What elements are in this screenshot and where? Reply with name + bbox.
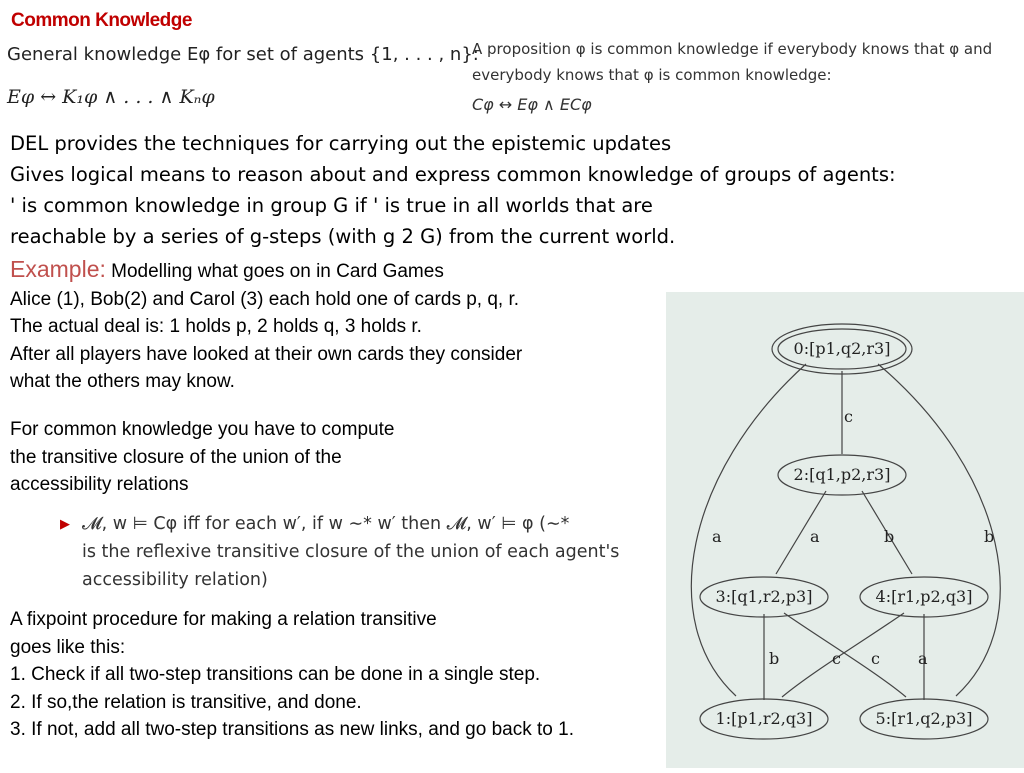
del-line: DEL provides the techniques for carrying out the epistemic updates	[10, 132, 672, 155]
edge-4-1	[782, 613, 904, 697]
example-line: Alice (1), Bob(2) and Carol (3) each hold one of cards p, q, r.	[10, 288, 520, 310]
bullet-triangle-icon: ▶	[60, 516, 70, 531]
fixpoint-line: 2. If so,the relation is transitive, and done.	[10, 691, 362, 713]
fixpoint-paragraph	[10, 606, 574, 744]
edge-label-0-2: c	[844, 407, 853, 426]
common-line: the transitive closure of the union of the	[10, 446, 342, 468]
bullet-definition	[82, 510, 619, 594]
edge-label-2-3: a	[810, 527, 820, 546]
edge-label-0-1: a	[712, 527, 722, 546]
edge-3-5	[784, 613, 906, 697]
example-paragraph	[10, 256, 522, 396]
general-knowledge-line: General knowledge Eφ for set of agents {1, . . . , n}:	[7, 44, 479, 65]
example-heading: Modelling what goes on in Card Games	[105, 261, 444, 282]
bullet-line: accessibility relation)	[82, 570, 268, 590]
edge-label-4-5: a	[918, 649, 928, 668]
fixpoint-line: 3. If not, add all two-step transitions as new links, and go back to 1.	[10, 719, 574, 740]
edge-label-3-1: b	[769, 649, 780, 668]
edge-label-0-5: b	[984, 527, 995, 546]
node-5-label: 5:[r1,q2,p3]	[875, 709, 973, 728]
node-2-label: 2:[q1,p2,r3]	[793, 465, 891, 484]
proposition-line-2: everybody knows that φ is common knowledge:	[472, 66, 832, 84]
edge-0-5	[875, 364, 1000, 696]
proposition-formula: Cφ ↔ Eφ ∧ ECφ	[472, 95, 592, 114]
bullet-line: is the reflexive transitive closure of the union of each agent's	[82, 542, 620, 562]
del-line: Gives logical means to reason about and express common knowledge of groups of agents:	[10, 163, 896, 186]
del-line: ' is common knowledge in group G if ' is true in all worlds that are	[10, 194, 653, 217]
example-line: The actual deal is: 1 holds p, 2 holds q, 3 holds r.	[10, 316, 422, 337]
general-knowledge-formula: Eφ ↔ K₁φ ∧ . . . ∧ Kₙφ	[7, 86, 215, 108]
common-line: For common knowledge you have to compute	[10, 419, 395, 440]
common-line: accessibility relations	[10, 474, 189, 495]
page-title: Common Knowledge	[11, 10, 192, 31]
common-knowledge-paragraph	[10, 416, 394, 499]
fixpoint-line: goes like this:	[10, 636, 126, 658]
fixpoint-line: 1. Check if all two-step transitions can be done in a single step.	[10, 664, 541, 685]
example-label: Example:	[10, 256, 106, 282]
edge-0-1	[691, 364, 806, 696]
node-4-label: 4:[r1,p2,q3]	[875, 587, 973, 606]
kripke-graph-panel	[666, 292, 1024, 768]
node-0-label: 0:[p1,q2,r3]	[793, 339, 891, 358]
edge-label-2-4: b	[884, 527, 895, 546]
node-1-label: 1:[p1,r2,q3]	[715, 709, 813, 728]
bullet-line: 𝓜, w ⊨ Cφ iff for each w′, if w ∼* w′ then 𝓜, w′ ⊨ φ (∼*	[82, 514, 570, 534]
edge-label-3-5: c	[832, 649, 841, 668]
del-paragraph	[10, 128, 896, 252]
node-3-label: 3:[q1,r2,p3]	[715, 587, 813, 606]
example-line: what the others may know.	[10, 371, 235, 392]
fixpoint-line: A fixpoint procedure for making a relation transitive	[10, 609, 437, 630]
del-line: reachable by a series of g-steps (with g 2 G) from the current world.	[10, 225, 676, 248]
edge-label-4-1: c	[871, 649, 880, 668]
proposition-line-1: A proposition φ is common knowledge if everybody knows that φ and	[472, 40, 993, 58]
example-line: After all players have looked at their own cards they consider	[10, 343, 523, 365]
kripke-graph	[666, 292, 1024, 768]
